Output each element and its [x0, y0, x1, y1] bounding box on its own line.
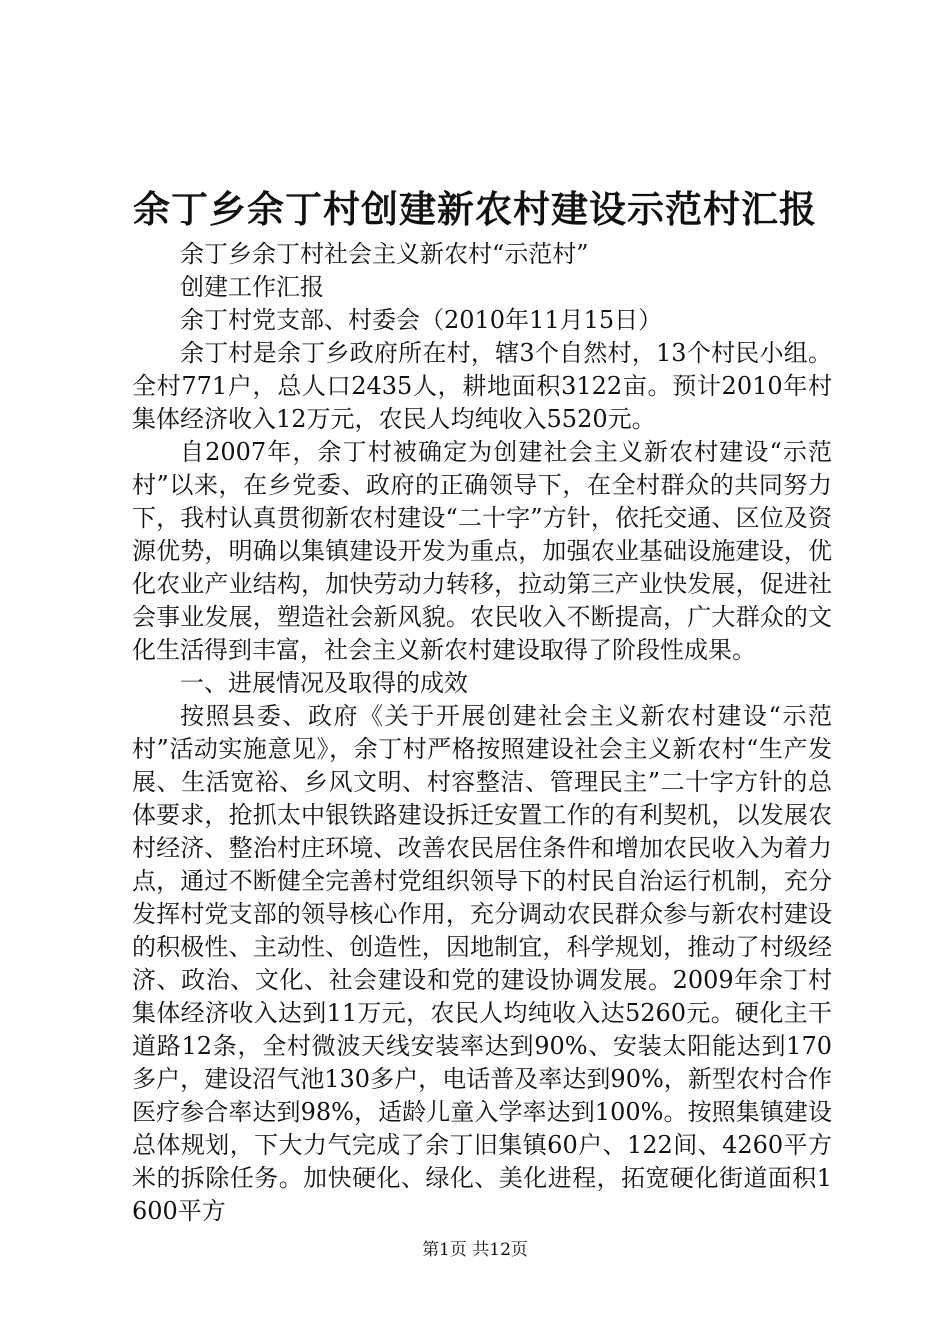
subtitle-line-2: 创建工作汇报	[180, 273, 324, 301]
section-heading: 一、进展情况及取得的成效	[180, 669, 468, 697]
document-title: 余丁乡余丁村创建新农村建设示范村汇报	[133, 187, 817, 231]
body-paragraph: 按照县委、政府《关于开展创建社会主义新农村建设“示范村”活动实施意见》，余丁村严格按照建设社会主义新农村“生产发展、生活宽裕、乡风文明、村容整洁、管理民主”二十字方针的总体要求，抢抓太中银铁路建设拆迁安置工作的有利契机，以发展农村经济、整治村庄环境、改善农民居住条件和增加农民收入为着力点，通过不断健全完善村党组织领导下的村民自治运行机制，充分发挥村党支部的领导核心作用，充分调动农民群众参与新农村建设的积极性、主动性、创造性，因地制宜，科学规划，推动了村级经济、政治、文化、社会建设和党的建设协调发展。2009年余丁村集体经济收入达到11万元，农民人均纯收入达5260元。硬化主干道路12条，全村微波天线安装率达到90%、安装太阳能达到170多户，建设沼气池130多户，电话普及率达到90%，新型农村合作医疗参合率达到98%，适龄儿童入学率达到100%。按照集镇建设总体规划，下大力气完成了余丁旧集镇60户、122间、4260平方米的拆除任务。加快硬化、绿化、美化进程，拓宽硬化街道面积1600平方	[132, 702, 832, 1225]
body-paragraph: 余丁村是余丁乡政府所在村，辖3个自然村，13个村民小组。全村771户，总人口2435人，耕地面积3122亩。预计2010年村集体经济收入12万元，农民人均纯收入5520元。	[132, 339, 832, 433]
author-date-line: 余丁村党支部、村委会（2010年11月15日）	[180, 306, 663, 334]
body-paragraph: 自2007年，余丁村被确定为创建社会主义新农村建设“示范村”以来，在乡党委、政府的正确领导下，在全村群众的共同努力下，我村认真贯彻新农村建设“二十字”方针，依托交通、区位及资源优势，明确以集镇建设开发为重点，加强农业基础设施建设，优化农业产业结构，加快劳动力转移，拉动第三产业快发展，促进社会事业发展，塑造社会新风貌。农民收入不断提高，广大群众的文化生活得到丰富，社会主义新农村建设取得了阶段性成果。	[132, 438, 832, 664]
document-body	[132, 238, 832, 1228]
subtitle-line-1: 余丁乡余丁村社会主义新农村“示范村”	[180, 240, 589, 268]
page-footer: 第1页 共12页	[422, 1240, 528, 1260]
